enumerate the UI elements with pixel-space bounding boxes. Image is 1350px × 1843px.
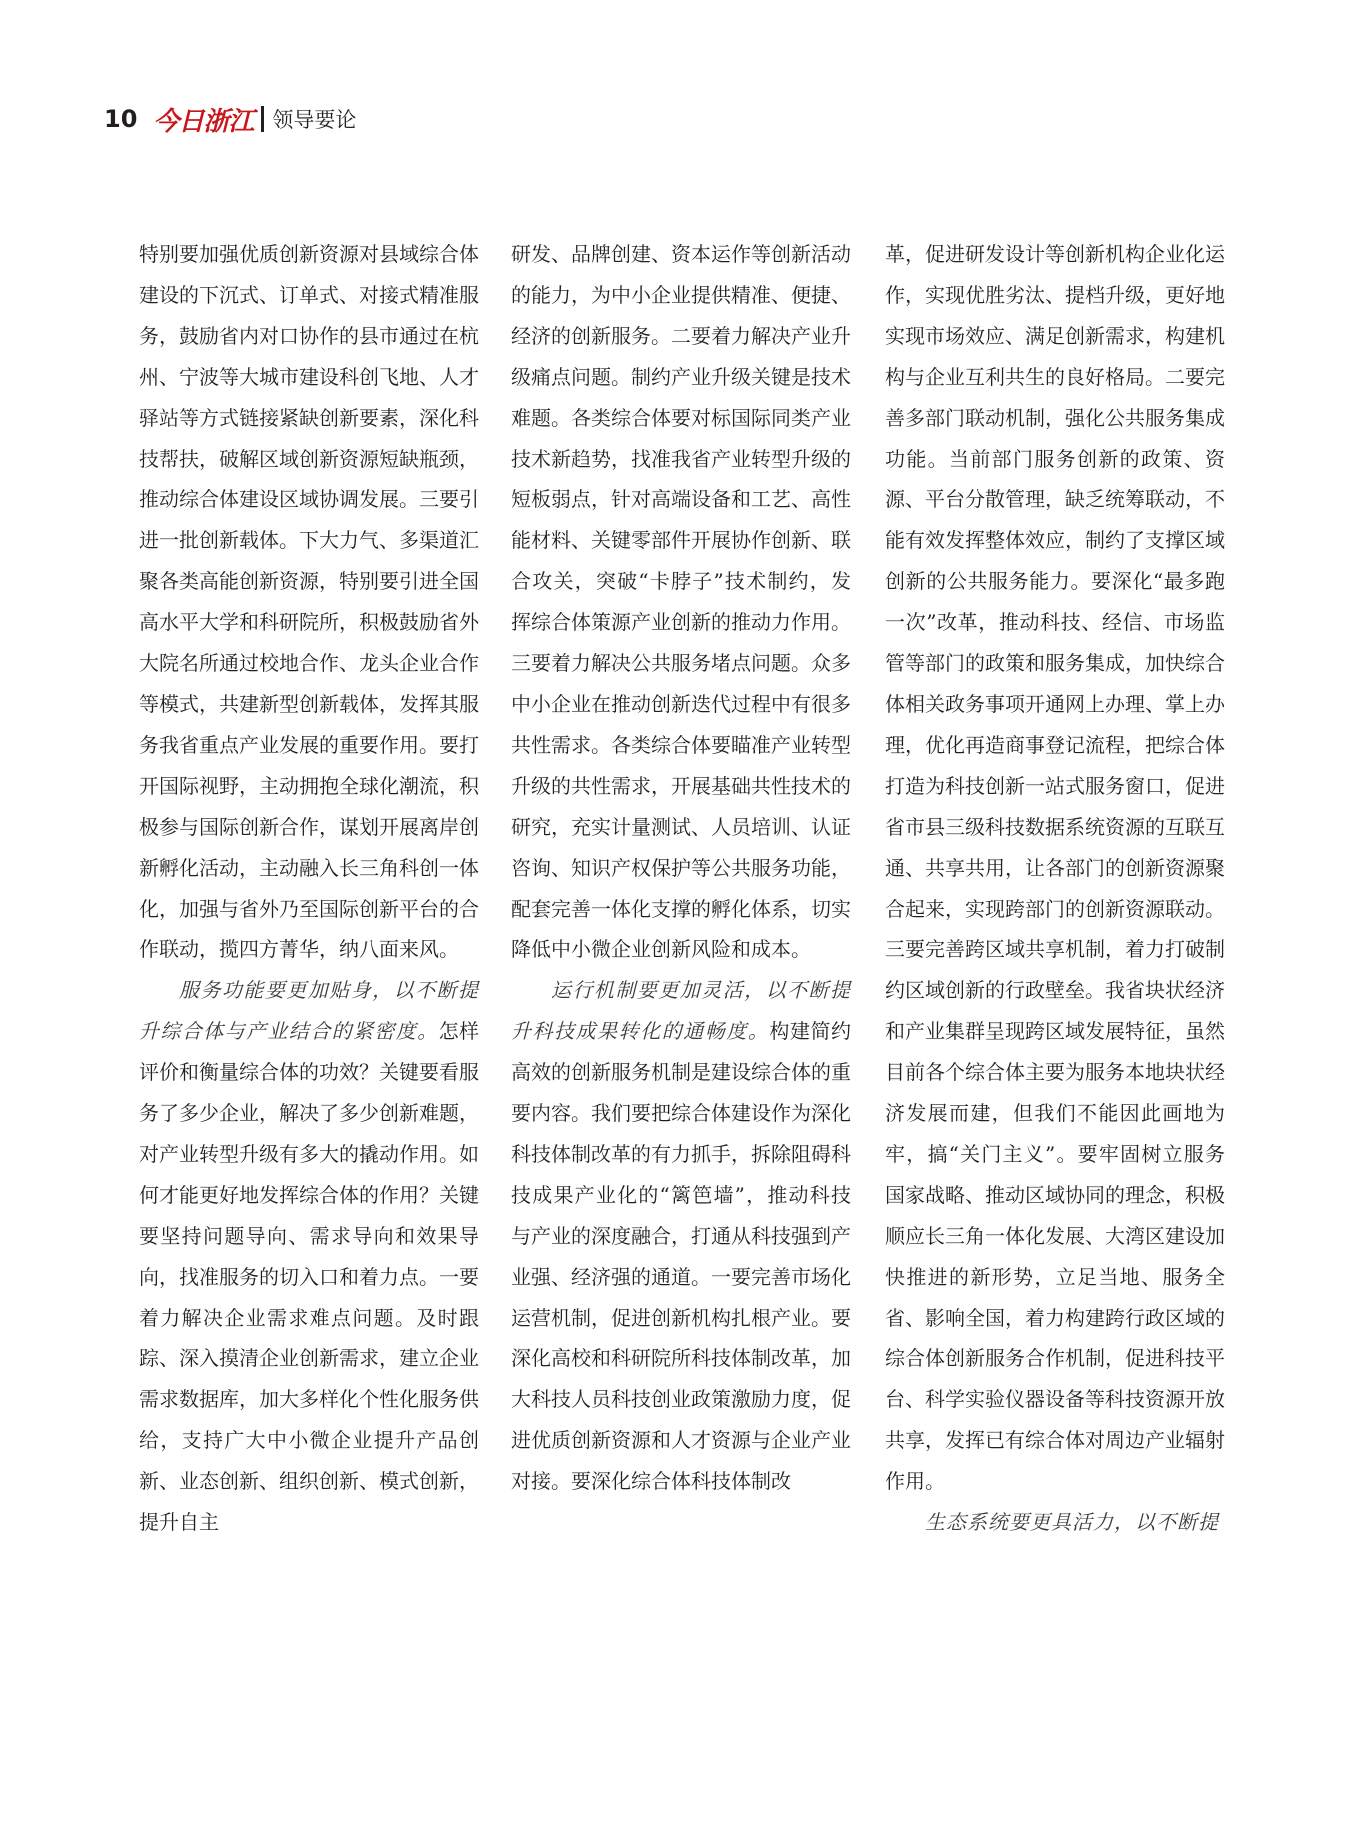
text-column-1 <box>139 234 479 1543</box>
paragraph <box>511 970 851 1502</box>
header-divider <box>261 106 264 132</box>
text-column-3 <box>885 234 1225 1543</box>
paragraph-lead: 运行机制要更加灵活，以不断提升科技成果转化的通畅度。 <box>511 978 851 1044</box>
page-header <box>104 102 356 136</box>
paragraph-body: 构建简约高效的创新服务机制是建设综合体的重要内容。我们要把综合体建设作为深化科技体制改革的有力抓手，拆除阻碍科技成果产业化的“篱笆墙”，推动科技与产业的深度融合，打通从科技强到产业强、经济强的通道。一要完善市场化运营机制，促进创新机构扎根产业。要深化高校和科研院所科技体制改革，加大科技人员科技创业政策激励力度，促进优质创新资源和人才资源与企业产业对接。要深化综合体科技体制改 <box>511 1019 852 1494</box>
paragraph <box>139 970 479 1543</box>
paragraph-lead: 服务功能要更加贴身，以不断提升综合体与产业结合的紧密度。 <box>139 978 479 1044</box>
paragraph-body: 怎样评价和衡量综合体的功效？关键要看服务了多少企业，解决了多少创新难题，对产业转型升级有多大的撬动作用。如何才能更好地发挥综合体的作用？关键要坚持问题导向、需求导向和效果导向，找准服务的切入口和着力点。一要着力解决企业需求难点问题。及时跟踪、深入摸清企业创新需求，建立企业需求数据库，加大多样化个性化服务供给，支持广大中小微企业提升产品创新、业态创新、组织创新、模式创新，提升自主 <box>139 1019 480 1535</box>
paragraph <box>885 1502 1225 1543</box>
paragraph: 革，促进研发设计等创新机构企业化运作，实现优胜劣汰、提档升级，更好地实现市场效应、满足创新需求，构建机构与企业互利共生的良好格局。二要完善多部门联动机制，强化公共服务集成功能。当前部门服务创新的政策、资源、平台分散管理，缺乏统筹联动，不能有效发挥整体效应，制约了支撑区域创新的公共服务能力。要深化“最多跑一次”改革，推动科技、经信、市场监管等部门的政策和服务集成，加快综合体相关政务事项开通网上办理、掌上办理，优化再造商事登记流程，把综合体打造为科技创新一站式服务窗口，促进省市县三级科技数据系统资源的互联互通、共享共用，让各部门的创新资源聚合起来，实现跨部门的创新资源联动。三要完善跨区域共享机制，着力打破制约区域创新的行政壁垒。我省块状经济和产业集群呈现跨区域发展特征，虽然目前各个综合体主要为服务本地块状经济发展而建，但我们不能因此画地为牢，搞“关门主义”。要牢固树立服务国家战略、推动区域协同的理念，积极顺应长三角一体化发展、大湾区建设加快推进的新形势，立足当地、服务全省、影响全国，着力构建跨行政区域的综合体创新服务合作机制，促进科技平台、科学实验仪器设备等科技资源开放共享，发挥已有综合体对周边产业辐射作用。 <box>885 242 1225 1494</box>
page-number: 10 <box>104 105 138 133</box>
section-name: 领导要论 <box>272 108 357 132</box>
text-column-2 <box>511 234 851 1502</box>
paragraph: 特别要加强优质创新资源对县域综合体建设的下沉式、订单式、对接式精准服务，鼓励省内对口协作的县市通过在杭州、宁波等大城市建设科创飞地、人才驿站等方式链接紧缺创新要素，深化科技帮扶，破解区域创新资源短缺瓶颈，推动综合体建设区域协调发展。三要引进一批创新载体。下大力气、多渠道汇聚各类高能创新资源，特别要引进全国高水平大学和科研院所，积极鼓励省外大院名所通过校地合作、龙头企业合作等模式，共建新型创新载体，发挥其服务我省重点产业发展的重要作用。要打开国际视野，主动拥抱全球化潮流，积极参与国际创新合作，谋划开展离岸创新孵化活动，主动融入长三角科创一体化，加强与省外乃至国际创新平台的合作联动，揽四方菁华，纳八面来风。 <box>139 242 479 962</box>
masthead-logo: 今日浙江 <box>153 106 254 137</box>
paragraph: 研发、品牌创建、资本运作等创新活动的能力，为中小企业提供精准、便捷、经济的创新服务。二要着力解决产业升级痛点问题。制约产业升级关键是技术难题。各类综合体要对标国际同类产业技术新趋势，找准我省产业转型升级的短板弱点，针对高端设备和工艺、高性能材料、关键零部件开展协作创新、联合攻关，突破“卡脖子”技术制约，发挥综合体策源产业创新的推动力作用。三要着力解决公共服务堵点问题。众多中小企业在推动创新迭代过程中有很多共性需求。各类综合体要瞄准产业转型升级的共性需求，开展基础共性技术的研究，充实计量测试、人员培训、认证咨询、知识产权保护等公共服务功能，配套完善一体化支撑的孵化体系，切实降低中小微企业创新风险和成本。 <box>511 242 851 962</box>
paragraph-lead: 生态系统要更具活力，以不断提 <box>925 1510 1219 1535</box>
